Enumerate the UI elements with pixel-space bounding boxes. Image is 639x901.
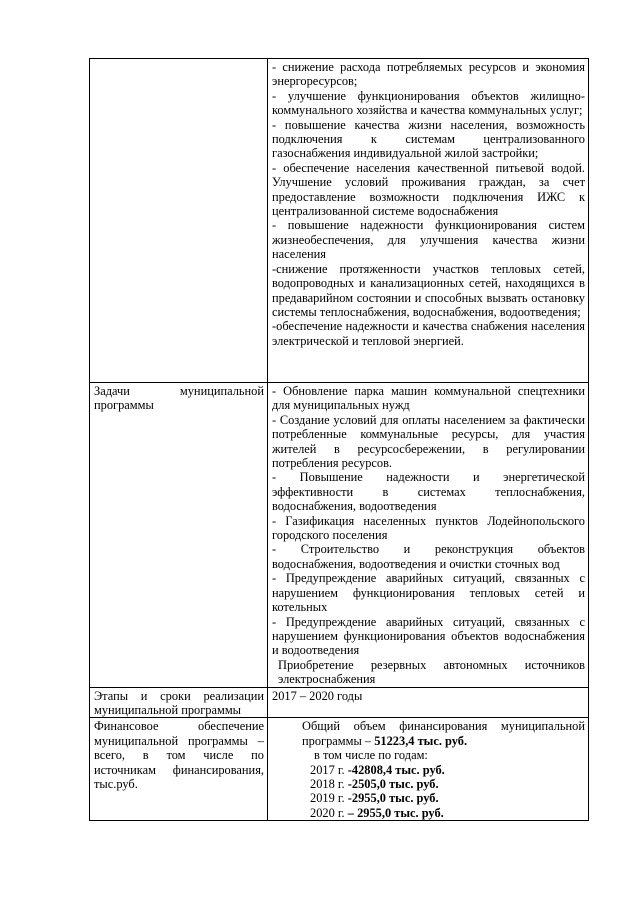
effect-item: - улучшение функционирования объектов жилищно-коммунального хозяйства и качества коммунальных услуг;: [272, 88, 585, 118]
effects-cell: [268, 59, 589, 383]
task-item: - Предупреждение аварийных ситуаций, связанных с нарушением функционирования тепловых сетей и котельных: [272, 571, 585, 615]
task-item: - Газификация населенных пунктов Лодейнопольского городского поселения: [272, 513, 585, 543]
financing-year: 2020 г.: [310, 805, 345, 820]
tasks-label: Задачи муниципальной программы: [90, 383, 268, 688]
financing-year-row: [272, 777, 585, 791]
task-item: Приобретение резервных автономных источников электроснабжения: [278, 657, 585, 687]
financing-amount: -2505,0 тыс. руб.: [347, 776, 439, 791]
financing-year-row: [272, 763, 585, 777]
financing-amount: -2955,0 тыс. руб.: [347, 791, 439, 806]
table-row-tasks: [90, 383, 589, 688]
financing-total-value: 51223,4 тыс. руб.: [374, 733, 468, 748]
task-item: - Повышение надежности и энергетической эффективности в системах теплоснабжения, водоснабжения, водоотведения: [272, 470, 585, 514]
task-item: - Предупреждение аварийных ситуаций, связанных с нарушением функционирования объектов водоснабжения и водоотведения: [272, 614, 585, 658]
task-item: - Обновление парка машин коммунальной спецтехники для муниципальных нужд: [272, 384, 585, 413]
task-item: - Создание условий для оплаты населением за фактически потребленные коммунальные ресурсы, для участия жителей в ресурсосбережении, в регулировании потребления ресурсов.: [272, 412, 585, 471]
financing-year: 2018 г.: [310, 776, 345, 791]
financing-label: Финансовое обеспечение муниципальной программы – всего, в том числе по источникам финансирования, тыс.руб.: [90, 718, 268, 821]
table-row-financing: [90, 718, 589, 821]
effect-item: - повышение качества жизни населения, возможность подключения к системам централизованного газоснабжения индивидуальной жилой застройки;: [272, 117, 585, 161]
stages-label: Этапы и сроки реализации муниципальной программы: [90, 687, 268, 718]
financing-total-prefix: Общий объем финансирования муниципальной программы –: [302, 719, 585, 748]
effect-item: - снижение расхода потребляемых ресурсов и экономия энергоресурсов;: [272, 60, 585, 89]
task-item: - Строительство и реконструкция объектов водоснабжения, водоотведения и очистки сточных вод: [272, 542, 585, 571]
effect-item: - повышение надежности функционирования систем жизнеобеспечения, для улучшения качества жизни населения: [272, 218, 585, 262]
effect-item: -снижение протяженности участков тепловых сетей, водопроводных и канализационных сетей, находящихся в предаварийном состоянии и способных вызвать остановку системы теплоснабжения, водоснабжения, водоотведения;: [272, 261, 585, 319]
financing-amount: – 2955,0 тыс. руб.: [347, 805, 444, 820]
effect-item: - обеспечение населения качественной питьевой водой. Улучшение условий проживания граждан, за счет предоставление возможности подключения ИЖС к централизованной системе водоснабжения: [272, 160, 585, 219]
tasks-cell: [268, 383, 589, 688]
table-row-stages: [90, 687, 589, 718]
passport-table: [89, 58, 589, 821]
effects-label-cell: [90, 59, 268, 383]
stages-value: 2017 – 2020 годы: [268, 687, 589, 718]
table-row-effects: [90, 59, 589, 383]
financing-amount: -42808,4 тыс. руб.: [347, 762, 445, 777]
financing-year: 2017 г.: [310, 762, 345, 777]
effect-item: -обеспечение надежности и качества снабжения населения электрической и тепловой энергией.: [272, 319, 585, 348]
financing-year-row: [272, 791, 585, 805]
financing-year-row: [272, 806, 585, 820]
financing-by-years-label: в том числе по годам:: [314, 748, 428, 763]
financing-cell: [268, 718, 589, 821]
financing-year: 2019 г.: [310, 791, 345, 806]
